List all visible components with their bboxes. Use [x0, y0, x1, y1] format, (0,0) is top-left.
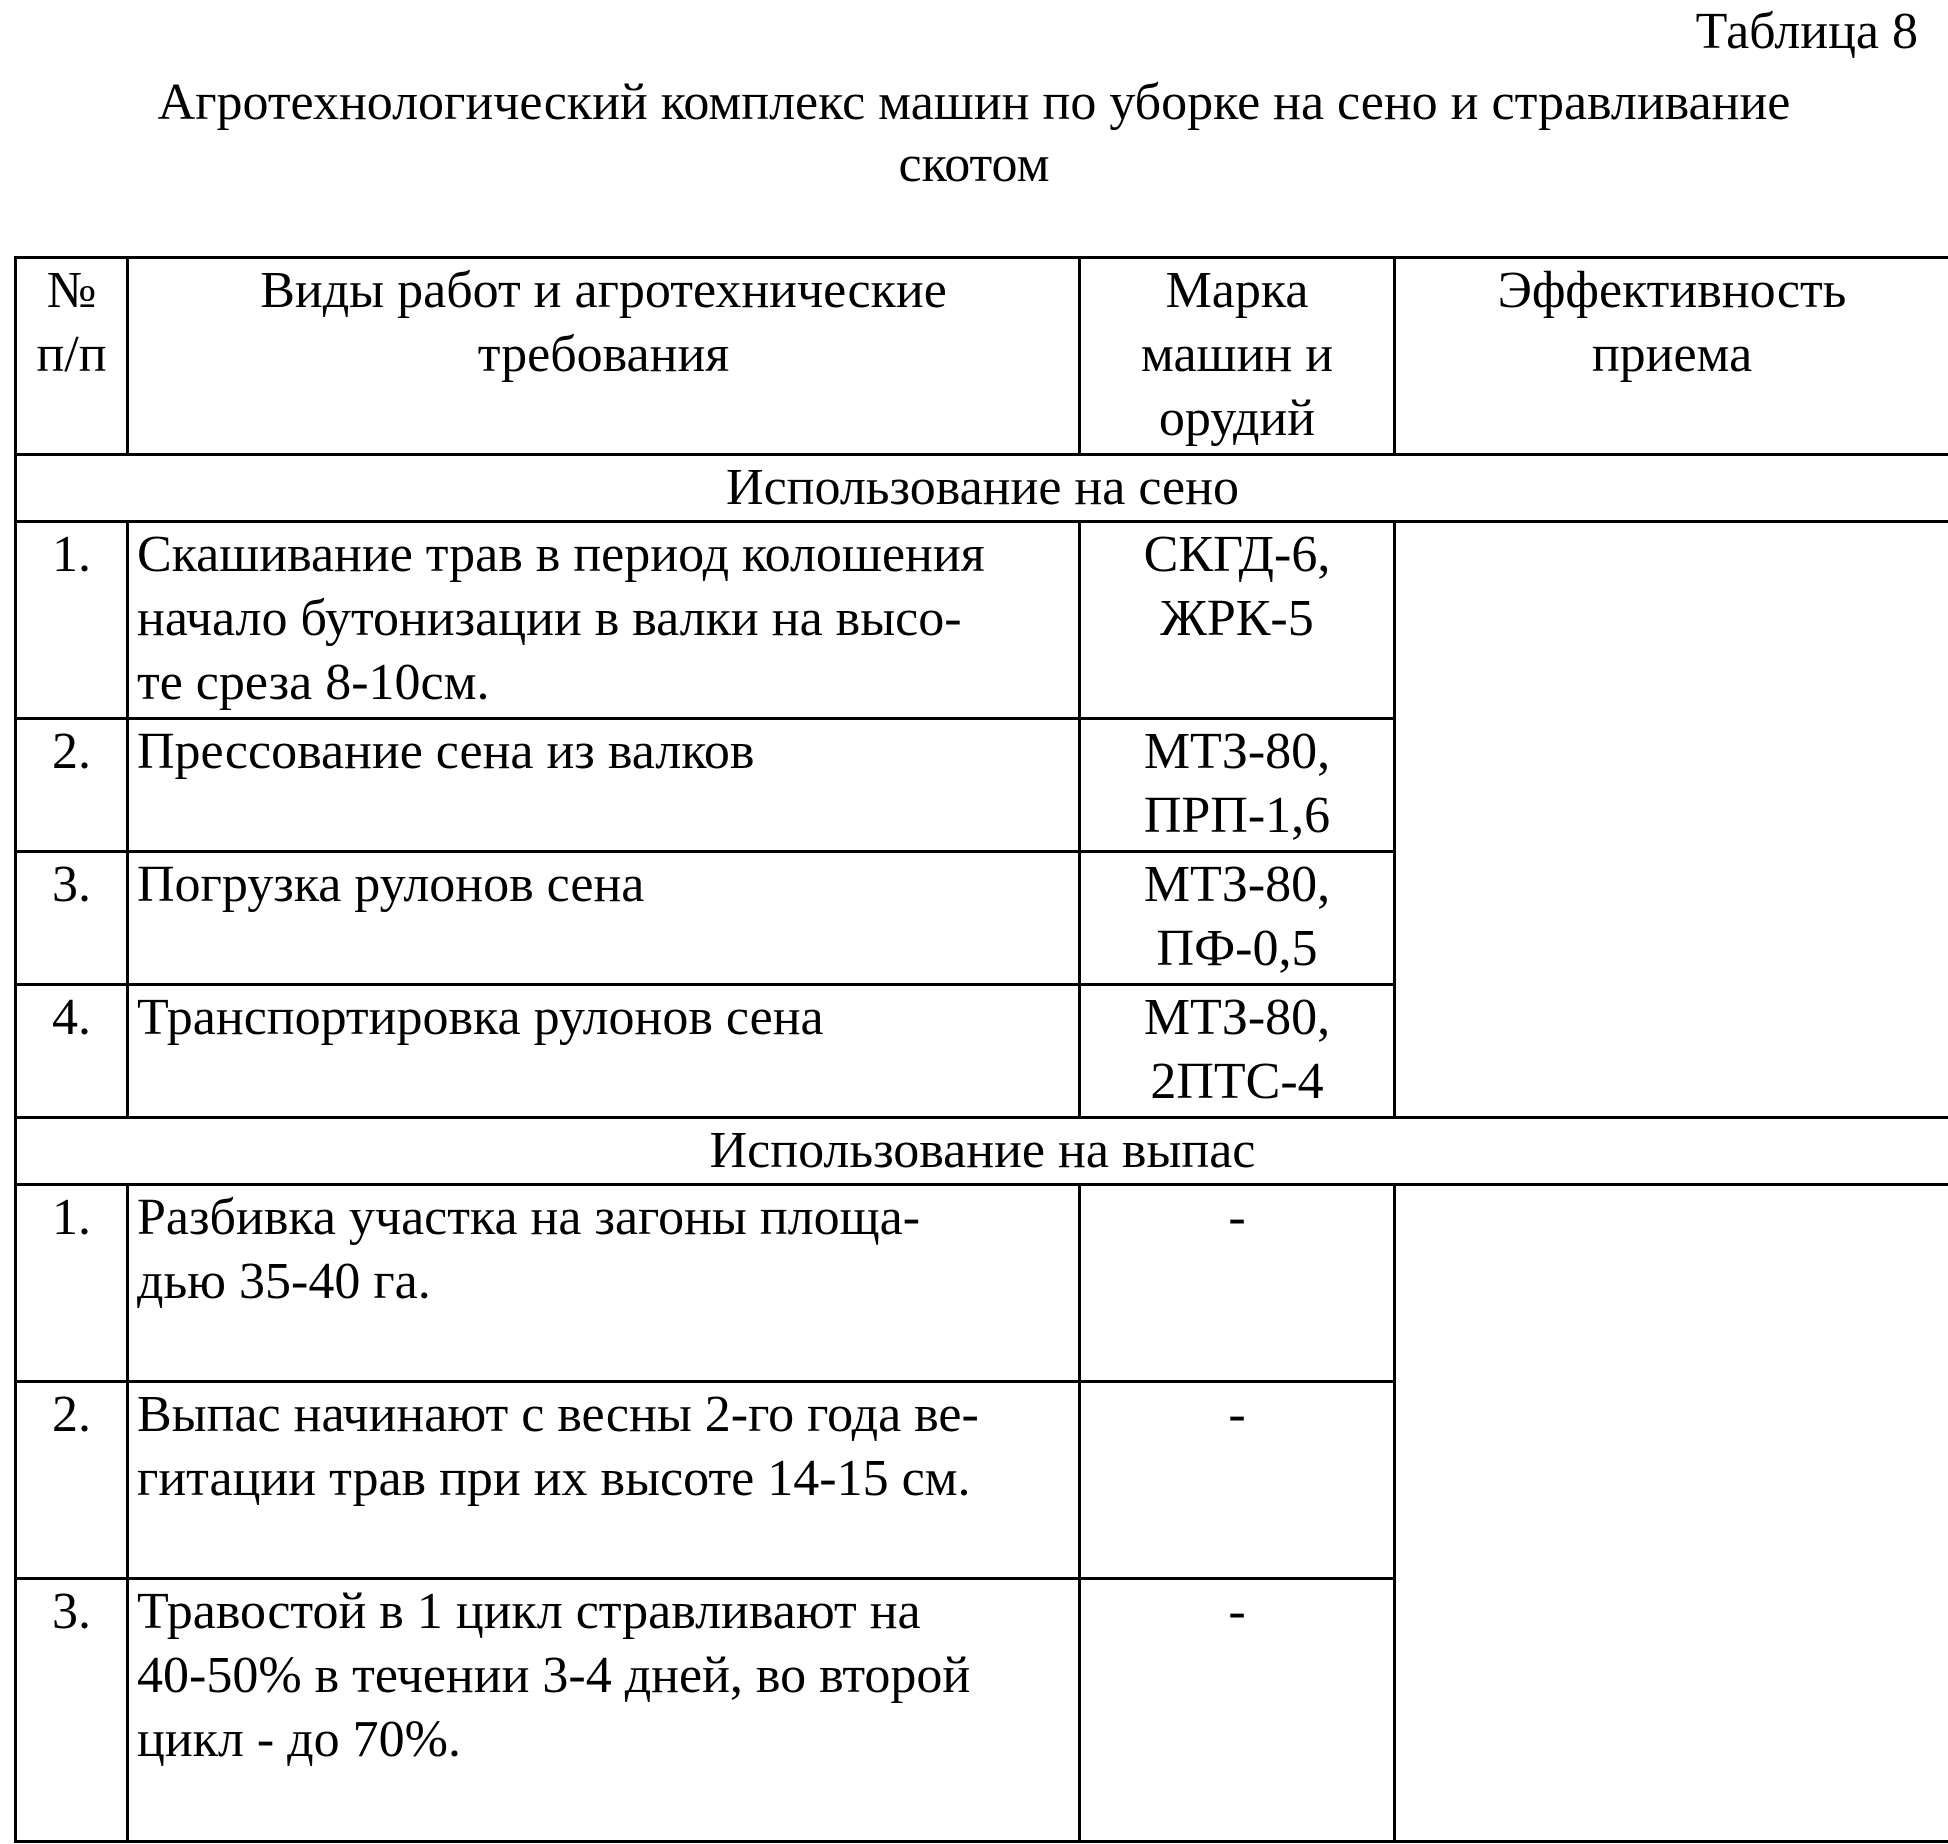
- header-work: [128, 258, 1080, 455]
- row-work-line: Разбивка участка на загоны площа-: [137, 1189, 921, 1246]
- row-work-line: те среза 8-10см.: [137, 654, 490, 711]
- header-num: [16, 258, 128, 455]
- row-mark: [1080, 852, 1395, 985]
- row-num: 3.: [16, 852, 128, 985]
- row-work: [128, 852, 1080, 985]
- row-work-line: Выпас начинают с весны 2-го года ве-: [137, 1386, 979, 1443]
- row-work-line: начало бутонизации в валки на высо-: [137, 590, 962, 647]
- row-work-line: Травостой в 1 цикл стравливают на: [137, 1583, 921, 1640]
- header-mark: [1080, 258, 1395, 455]
- section-title-hay: Использование на сено: [16, 455, 1948, 522]
- header-num-line-2: п/п: [36, 326, 107, 383]
- row-work-line: Транспортировка рулонов сена: [137, 989, 824, 1046]
- row-mark: [1080, 985, 1395, 1118]
- machinery-table: [14, 256, 1948, 1843]
- row-mark: [1080, 719, 1395, 852]
- table-row: [16, 522, 1948, 719]
- row-work: [128, 1185, 1080, 1382]
- row-num: 1.: [16, 1185, 128, 1382]
- table-header-row: [16, 258, 1948, 455]
- title-line-2: скотом: [898, 136, 1050, 193]
- header-efficiency-line-1: Эффективность: [1497, 262, 1847, 319]
- row-work-line: Скашивание трав в период колошения: [137, 526, 985, 583]
- header-efficiency: [1395, 258, 1948, 455]
- section-title-pasture: Использование на выпас: [16, 1118, 1948, 1185]
- row-mark: [1080, 522, 1395, 719]
- row-mark: [1080, 1185, 1395, 1382]
- row-work: [128, 985, 1080, 1118]
- title-line-1: Агротехнологический комплекс машин по уборке на сено и стравливание: [157, 74, 1791, 131]
- row-work-line: цикл - до 70%.: [137, 1711, 461, 1768]
- header-num-line-1: №: [46, 262, 97, 319]
- row-mark-line: -: [1228, 1386, 1246, 1443]
- table-row: [16, 1185, 1948, 1382]
- section-header-row: [16, 455, 1948, 522]
- row-mark-line: ПРП-1,6: [1143, 787, 1331, 844]
- row-mark-line: ЖРК-5: [1160, 590, 1314, 647]
- row-work-line: 40-50% в течении 3-4 дней, во второй: [137, 1647, 971, 1704]
- table-number-label: Таблица 8: [1695, 3, 1918, 60]
- row-mark-line: СКГД-6,: [1143, 526, 1331, 583]
- row-mark: [1080, 1382, 1395, 1579]
- row-work: [128, 719, 1080, 852]
- row-work: [128, 1579, 1080, 1842]
- row-work: [128, 522, 1080, 719]
- row-mark: [1080, 1579, 1395, 1842]
- row-mark-line: ПФ-0,5: [1156, 920, 1318, 977]
- section-header-row: [16, 1118, 1948, 1185]
- row-num: 4.: [16, 985, 128, 1118]
- efficiency-cell-hay: [1395, 522, 1948, 1118]
- row-num: 2.: [16, 719, 128, 852]
- header-work-line-2: требования: [477, 326, 730, 383]
- row-mark-line: 2ПТС-4: [1150, 1053, 1324, 1110]
- row-mark-line: МТЗ-80,: [1143, 856, 1331, 913]
- header-work-line-1: Виды работ и агротехнические: [260, 262, 947, 319]
- row-mark-line: -: [1228, 1189, 1246, 1246]
- row-num: 1.: [16, 522, 128, 719]
- row-work-line: Прессование сена из валков: [137, 723, 755, 780]
- row-work-line: дью 35-40 га.: [137, 1253, 431, 1310]
- header-mark-line-3: орудий: [1158, 390, 1316, 447]
- row-num: 2.: [16, 1382, 128, 1579]
- header-efficiency-line-2: приема: [1591, 326, 1753, 383]
- efficiency-cell-pasture: [1395, 1185, 1948, 1842]
- header-mark-line-1: Марка: [1165, 262, 1309, 319]
- row-mark-line: -: [1228, 1583, 1246, 1640]
- header-mark-line-2: машин и: [1140, 326, 1334, 383]
- document-title: [0, 72, 1948, 196]
- row-mark-line: МТЗ-80,: [1143, 723, 1331, 780]
- row-num: 3.: [16, 1579, 128, 1842]
- row-work-line: гитации трав при их высоте 14-15 см.: [137, 1450, 971, 1507]
- row-work-line: Погрузка рулонов сена: [137, 856, 645, 913]
- row-mark-line: МТЗ-80,: [1143, 989, 1331, 1046]
- row-work: [128, 1382, 1080, 1579]
